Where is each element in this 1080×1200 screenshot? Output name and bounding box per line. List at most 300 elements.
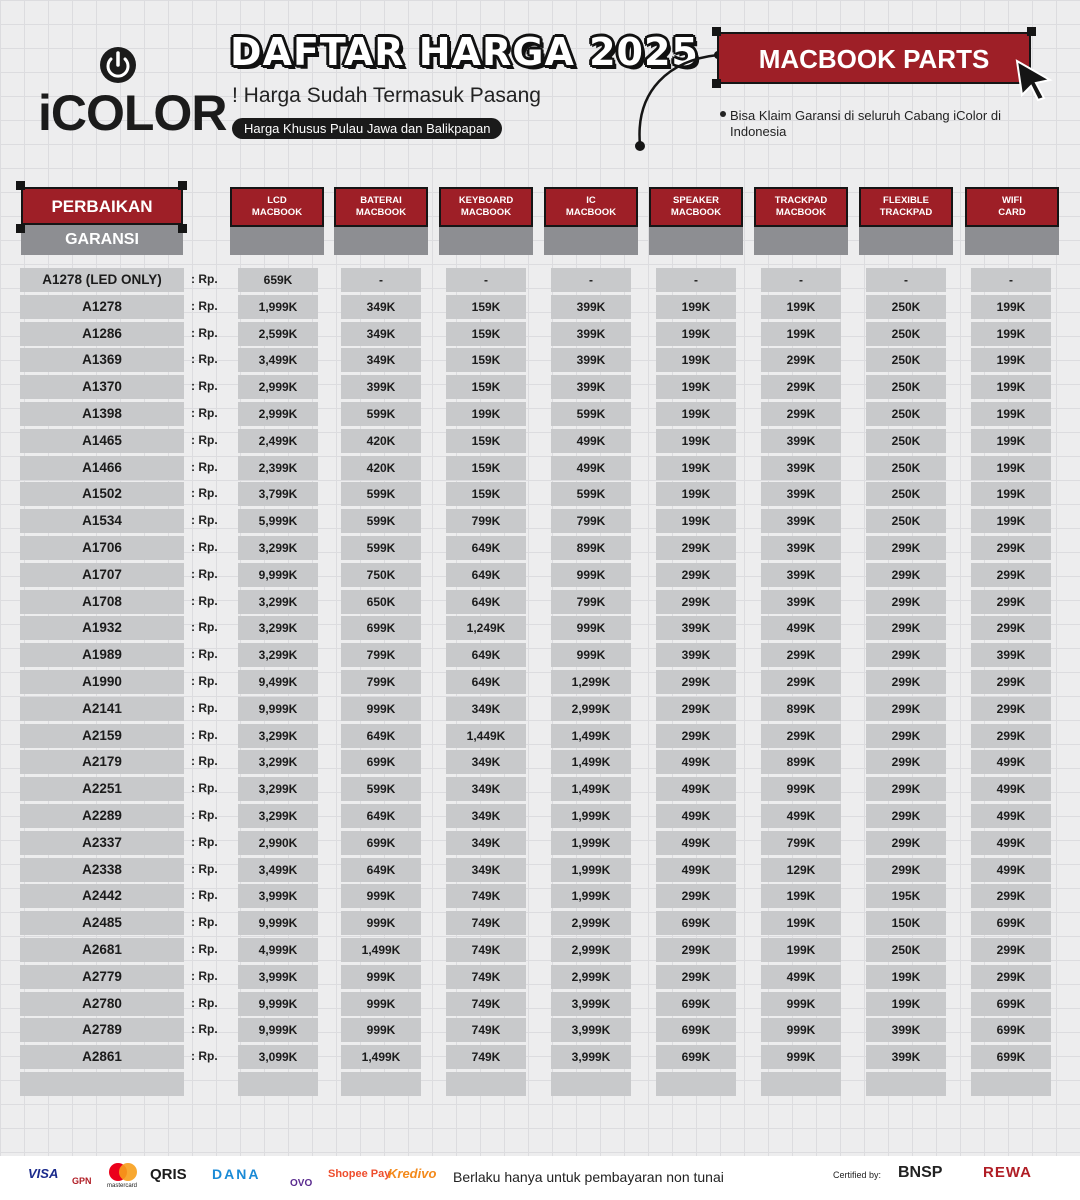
price-cell: - (551, 268, 631, 292)
price-cell: 999K (551, 643, 631, 667)
table-row-empty (0, 1072, 1080, 1096)
column-header-band (230, 227, 324, 255)
price-cell: 199K (971, 509, 1051, 533)
currency-prefix: : Rp. (191, 459, 218, 474)
price-cell: 2,999K (551, 911, 631, 935)
pin-icon (720, 111, 726, 117)
price-cell: 299K (866, 831, 946, 855)
price-cell: 299K (656, 724, 736, 748)
column-header-line: TRACKPAD (879, 207, 933, 218)
column-header-line: KEYBOARD (458, 195, 514, 206)
payment-note: Berlaku hanya untuk pembayaran non tunai (453, 1169, 724, 1185)
price-cell: 1,449K (446, 724, 526, 748)
perbaikan-header: PERBAIKAN (21, 187, 183, 225)
price-cell: - (446, 268, 526, 292)
table-row (0, 777, 1080, 801)
price-cell: 299K (866, 536, 946, 560)
price-cell: 250K (866, 456, 946, 480)
price-cell: 699K (341, 831, 421, 855)
price-cell: 159K (446, 456, 526, 480)
price-cell: 3,799K (238, 482, 318, 506)
price-cell: 9,499K (238, 670, 318, 694)
price-cell: 999K (761, 992, 841, 1016)
currency-prefix: : Rp. (191, 915, 218, 930)
price-cell: 1,499K (551, 777, 631, 801)
price-cell: 199K (656, 322, 736, 346)
table-row (0, 348, 1080, 372)
price-cell: 299K (866, 697, 946, 721)
model-cell: A1286 (20, 322, 184, 346)
price-cell: 999K (341, 697, 421, 721)
price-cell: 199K (656, 509, 736, 533)
cursor-icon (1014, 58, 1054, 102)
table-row (0, 1018, 1080, 1042)
price-cell: 299K (971, 724, 1051, 748)
price-cell: 299K (866, 724, 946, 748)
table-row (0, 804, 1080, 828)
price-cell: 1,299K (551, 670, 631, 694)
column-header-line: MACBOOK (670, 207, 722, 218)
price-cell: 195K (866, 884, 946, 908)
price-cell: 599K (341, 402, 421, 426)
price-cell: 659K (238, 268, 318, 292)
model-cell: A1466 (20, 456, 184, 480)
price-cell: 349K (341, 295, 421, 319)
model-cell: A2442 (20, 884, 184, 908)
currency-prefix: : Rp. (191, 593, 218, 608)
price-cell: 499K (551, 456, 631, 480)
price-cell: 9,999K (238, 697, 318, 721)
price-cell: 399K (656, 616, 736, 640)
table-row (0, 750, 1080, 774)
price-cell: 699K (971, 1045, 1051, 1069)
price-cell: 899K (551, 536, 631, 560)
price-cell: 199K (866, 992, 946, 1016)
table-row (0, 992, 1080, 1016)
price-cell: 799K (551, 509, 631, 533)
price-cell: 420K (341, 429, 421, 453)
price-cell: 399K (761, 536, 841, 560)
price-cell: 349K (446, 750, 526, 774)
table-row (0, 322, 1080, 346)
column-header (649, 187, 743, 227)
column-header-band (544, 227, 638, 255)
model-cell: A2780 (20, 992, 184, 1016)
price-cell: 199K (656, 429, 736, 453)
price-cell: 599K (341, 777, 421, 801)
price-cell: 299K (971, 616, 1051, 640)
price-cell (866, 1072, 946, 1096)
price-cell: 699K (971, 1018, 1051, 1042)
price-cell: 3,999K (551, 1045, 631, 1069)
price-cell: 2,990K (238, 831, 318, 855)
price-cell: 199K (656, 456, 736, 480)
price-cell: 299K (971, 965, 1051, 989)
price-cell: 250K (866, 509, 946, 533)
price-cell: 649K (341, 804, 421, 828)
price-cell: 799K (551, 590, 631, 614)
payment-logo-qris: QRIS (150, 1166, 187, 1183)
currency-prefix: : Rp. (191, 1022, 218, 1037)
price-cell: 399K (551, 348, 631, 372)
currency-prefix: : Rp. (191, 620, 218, 635)
certified-label: Certified by: (833, 1170, 882, 1180)
price-cell: 349K (446, 804, 526, 828)
price-cell: 299K (971, 938, 1051, 962)
price-cell: 199K (971, 429, 1051, 453)
price-cell: 199K (761, 884, 841, 908)
currency-prefix: : Rp. (191, 781, 218, 796)
table-row (0, 938, 1080, 962)
column-header (439, 187, 533, 227)
price-cell: 1,999K (551, 858, 631, 882)
box-corner (712, 79, 721, 88)
table-row (0, 1045, 1080, 1069)
price-cell: 499K (656, 750, 736, 774)
page-subtitle: ! Harga Sudah Termasuk Pasang (232, 84, 541, 107)
warranty-note: Bisa Klaim Garansi di seluruh Cabang iColor di Indonesia (730, 108, 1001, 139)
price-cell: 299K (971, 536, 1051, 560)
column-header-band (859, 227, 953, 255)
model-cell: A1278 (20, 295, 184, 319)
currency-prefix: : Rp. (191, 513, 218, 528)
price-cell: 2,999K (238, 375, 318, 399)
model-cell: A1706 (20, 536, 184, 560)
price-cell: 9,999K (238, 563, 318, 587)
payment-logo-gpn: GPN (72, 1176, 92, 1186)
price-cell: 749K (446, 965, 526, 989)
price-cell: 1,999K (551, 831, 631, 855)
price-cell (656, 1072, 736, 1096)
box-corner (178, 181, 187, 190)
table-row (0, 616, 1080, 640)
model-cell: A2338 (20, 858, 184, 882)
price-cell: 399K (866, 1045, 946, 1069)
price-cell: 3,999K (551, 992, 631, 1016)
price-cell: 299K (656, 697, 736, 721)
currency-prefix: : Rp. (191, 700, 218, 715)
price-cell: 399K (656, 643, 736, 667)
price-cell: 2,999K (551, 697, 631, 721)
price-cell: 3,299K (238, 777, 318, 801)
currency-prefix: : Rp. (191, 272, 218, 286)
model-cell: A2485 (20, 911, 184, 935)
price-cell: 299K (656, 670, 736, 694)
currency-prefix: : Rp. (191, 888, 218, 903)
column-header-line: CARD (998, 207, 1026, 218)
price-cell: 999K (551, 563, 631, 587)
price-cell: 399K (971, 643, 1051, 667)
price-cell: 199K (656, 375, 736, 399)
price-cell: 499K (971, 777, 1051, 801)
price-cell: 349K (446, 858, 526, 882)
price-cell: 699K (656, 1045, 736, 1069)
column-header (965, 187, 1059, 227)
page-title: DAFTAR HARGA 2025 (230, 30, 699, 74)
currency-prefix: : Rp. (191, 432, 218, 447)
payment-logo-visa: VISA (28, 1166, 59, 1181)
column-header-band (649, 227, 743, 255)
price-cell: 299K (866, 643, 946, 667)
price-cell: 299K (656, 965, 736, 989)
table-row (0, 911, 1080, 935)
price-cell: 499K (971, 750, 1051, 774)
price-cell: 399K (761, 456, 841, 480)
price-cell: 1,499K (341, 938, 421, 962)
currency-prefix: : Rp. (191, 995, 218, 1010)
price-cell: 799K (341, 643, 421, 667)
price-cell: 159K (446, 322, 526, 346)
price-cell: 1,999K (551, 884, 631, 908)
price-cell: 599K (551, 482, 631, 506)
table-row (0, 724, 1080, 748)
price-cell: 599K (341, 482, 421, 506)
table-row (0, 375, 1080, 399)
column-header-band (334, 227, 428, 255)
column-header-line: MACBOOK (251, 207, 303, 218)
price-cell: 199K (761, 295, 841, 319)
price-cell: 299K (866, 616, 946, 640)
price-cell: 499K (971, 831, 1051, 855)
price-cell: 599K (551, 402, 631, 426)
price-cell: 749K (446, 1045, 526, 1069)
table-row (0, 965, 1080, 989)
price-cell: 749K (446, 911, 526, 935)
price-cell: 3,099K (238, 1045, 318, 1069)
table-row (0, 643, 1080, 667)
column-header-line: MACBOOK (775, 207, 827, 218)
footer (0, 1156, 1080, 1200)
column-header-line: SPEAKER (673, 195, 719, 206)
price-cell (761, 1072, 841, 1096)
currency-prefix: : Rp. (191, 298, 218, 313)
price-cell: 199K (656, 482, 736, 506)
price-cell: 749K (446, 938, 526, 962)
currency-prefix: : Rp. (191, 379, 218, 394)
table-row (0, 831, 1080, 855)
price-cell: 499K (656, 777, 736, 801)
price-cell: 420K (341, 456, 421, 480)
column-header (859, 187, 953, 227)
price-cell: 899K (761, 750, 841, 774)
price-cell: 250K (866, 322, 946, 346)
price-cell: 649K (446, 536, 526, 560)
currency-prefix: : Rp. (191, 647, 218, 662)
price-cell: 199K (761, 322, 841, 346)
price-cell: 349K (341, 322, 421, 346)
price-cell: 299K (866, 750, 946, 774)
price-cell: 3,999K (238, 965, 318, 989)
price-cell: 999K (341, 911, 421, 935)
price-cell: 349K (446, 831, 526, 855)
price-cell: 999K (551, 616, 631, 640)
price-cell: 3,299K (238, 616, 318, 640)
price-cell: 699K (656, 992, 736, 1016)
price-cell: 1,249K (446, 616, 526, 640)
column-header (754, 187, 848, 227)
model-cell: A2289 (20, 804, 184, 828)
currency-prefix: : Rp. (191, 406, 218, 420)
price-cell: 2,999K (551, 938, 631, 962)
price-cell: 250K (866, 375, 946, 399)
price-cell: 3,299K (238, 724, 318, 748)
price-cell: 399K (761, 482, 841, 506)
column-header-line: IC (586, 195, 596, 206)
price-cell: 599K (341, 509, 421, 533)
currency-prefix: : Rp. (191, 325, 218, 340)
price-cell: 699K (341, 616, 421, 640)
table-row (0, 858, 1080, 882)
price-cell: 3,999K (551, 1018, 631, 1042)
price-cell: 499K (656, 858, 736, 882)
price-cell: 199K (866, 965, 946, 989)
model-cell: A2681 (20, 938, 184, 962)
model-cell: A1278 (LED ONLY) (20, 268, 184, 292)
price-cell: 650K (341, 590, 421, 614)
price-cell: 3,299K (238, 536, 318, 560)
price-cell: 299K (761, 375, 841, 399)
price-cell: 899K (761, 697, 841, 721)
price-cell: 499K (971, 858, 1051, 882)
table-row (0, 536, 1080, 560)
price-cell: 499K (656, 804, 736, 828)
price-cell: 399K (551, 295, 631, 319)
price-cell: 649K (341, 724, 421, 748)
box-corner (712, 27, 721, 36)
model-cell: A2779 (20, 965, 184, 989)
price-cell: 299K (971, 563, 1051, 587)
price-cell: 3,299K (238, 750, 318, 774)
price-cell: 2,599K (238, 322, 318, 346)
price-cell: 699K (341, 750, 421, 774)
price-cell: 299K (656, 563, 736, 587)
price-cell: 649K (446, 563, 526, 587)
price-cell: 499K (551, 429, 631, 453)
column-header (334, 187, 428, 227)
price-cell: 5,999K (238, 509, 318, 533)
price-cell: 299K (866, 590, 946, 614)
price-cell: 699K (656, 1018, 736, 1042)
payment-logo-mastercard-label: mastercard (107, 1183, 138, 1189)
price-cell: 2,499K (238, 429, 318, 453)
price-cell: 299K (866, 563, 946, 587)
price-cell: 3,299K (238, 643, 318, 667)
price-cell: 199K (971, 295, 1051, 319)
price-cell: 799K (446, 509, 526, 533)
model-cell: A1708 (20, 590, 184, 614)
price-cell: 999K (341, 884, 421, 908)
price-cell: 649K (446, 670, 526, 694)
price-cell: 199K (656, 295, 736, 319)
power-icon (99, 46, 137, 84)
price-cell (238, 1072, 318, 1096)
model-cell: A1369 (20, 348, 184, 372)
price-cell: 299K (866, 777, 946, 801)
price-cell: 3,999K (238, 884, 318, 908)
price-cell: 199K (971, 322, 1051, 346)
table-row (0, 456, 1080, 480)
price-cell: 649K (446, 643, 526, 667)
currency-prefix: : Rp. (191, 834, 218, 849)
column-header-band (965, 227, 1059, 255)
price-cell: 299K (761, 348, 841, 372)
price-cell: 199K (971, 482, 1051, 506)
column-header-line: TRACKPAD (774, 195, 828, 206)
price-cell: 399K (761, 509, 841, 533)
price-cell: 250K (866, 482, 946, 506)
table-row (0, 295, 1080, 319)
price-cell: 1,499K (551, 750, 631, 774)
price-cell (551, 1072, 631, 1096)
price-cell: 250K (866, 938, 946, 962)
currency-prefix: : Rp. (191, 352, 218, 367)
price-cell: 699K (971, 911, 1051, 935)
price-cell: 9,999K (238, 911, 318, 935)
price-cell: 299K (761, 402, 841, 426)
price-cell: 499K (761, 616, 841, 640)
price-cell: 299K (761, 643, 841, 667)
price-cell: 299K (656, 938, 736, 962)
price-cell: 349K (341, 348, 421, 372)
price-cell: 399K (341, 375, 421, 399)
table-row (0, 884, 1080, 908)
box-corner (178, 224, 187, 233)
price-cell (446, 1072, 526, 1096)
rewa-logo: REWA (983, 1164, 1032, 1181)
price-cell: 199K (971, 348, 1051, 372)
price-cell: 299K (656, 590, 736, 614)
price-cell: 250K (866, 295, 946, 319)
garansi-header: GARANSI (21, 225, 183, 255)
currency-prefix: : Rp. (191, 968, 218, 983)
currency-prefix: : Rp. (191, 674, 218, 688)
price-cell: 749K (446, 1018, 526, 1042)
price-cell: 250K (866, 348, 946, 372)
model-cell: A2179 (20, 750, 184, 774)
price-cell: 750K (341, 563, 421, 587)
price-cell: 2,999K (551, 965, 631, 989)
model-cell: A1707 (20, 563, 184, 587)
table-row (0, 697, 1080, 721)
payment-logo-ovo: OVO (290, 1178, 313, 1189)
price-cell: - (761, 268, 841, 292)
box-corner (16, 224, 25, 233)
model-cell: A1370 (20, 375, 184, 399)
price-cell: 150K (866, 911, 946, 935)
price-cell: 349K (446, 777, 526, 801)
connector-line (630, 50, 730, 160)
bnsp-logo: BNSP (898, 1164, 943, 1181)
model-cell: A1990 (20, 670, 184, 694)
price-cell: 3,499K (238, 858, 318, 882)
model-cell: A1502 (20, 482, 184, 506)
price-cell: 399K (761, 590, 841, 614)
price-cell: 299K (761, 724, 841, 748)
price-cell: 3,499K (238, 348, 318, 372)
price-cell: 399K (866, 1018, 946, 1042)
price-cell: 250K (866, 429, 946, 453)
price-cell: 499K (761, 965, 841, 989)
price-cell: 649K (341, 858, 421, 882)
price-cell: 999K (341, 965, 421, 989)
price-cell: 399K (761, 563, 841, 587)
price-cell: 1,999K (238, 295, 318, 319)
model-cell: A1932 (20, 616, 184, 640)
price-cell: 399K (551, 322, 631, 346)
model-cell: A1989 (20, 643, 184, 667)
price-cell: 199K (761, 911, 841, 935)
column-header (544, 187, 638, 227)
